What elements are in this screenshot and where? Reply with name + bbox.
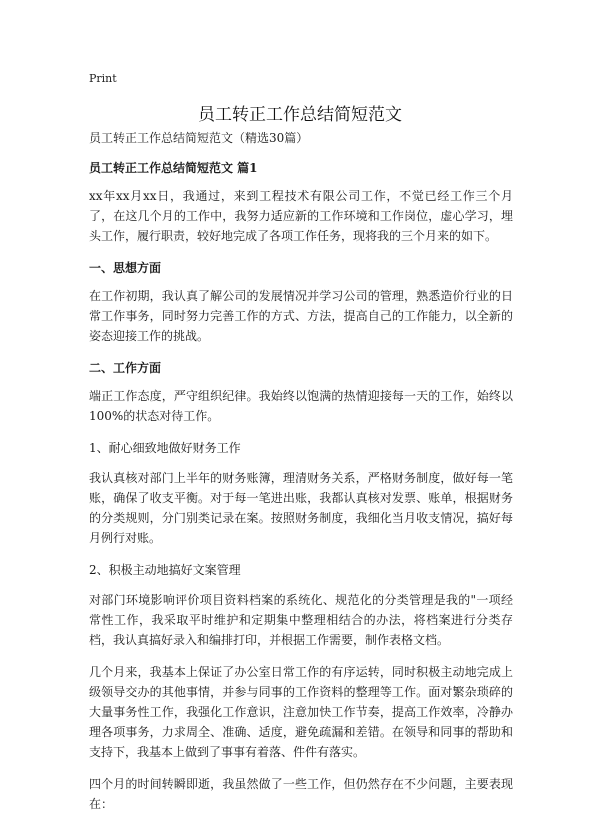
- paragraph-intro: xx年xx月xx日，我通过，来到工程技术有限公司工作，不觉已经工作三个月了，在这几个月的工作中，我努力适应新的工作环境和工作岗位，虚心学习，埋头工作，履行职责，较好地完成了各项工作任务，现将我的三个月来的如下。: [89, 189, 513, 243]
- document-body: [89, 128, 513, 826]
- heading-thought: 一、思想方面: [89, 261, 162, 275]
- paragraph-finance: 我认真核对部门上半年的财务账簿，理清财务关系，严格财务制度，做好每一笔账，确保了收支平衡。对于每一笔进出账，我都认真核对发票、账单，根据财务的分类规则，分门别类记录在案。按照财务制度，我细化当月收支情况，搞好每月例行对账。: [89, 471, 513, 545]
- paragraph-archives: 对部门环境影响评价项目资料档案的系统化、规范化的分类管理是我的"一项经常性工作，我采取平时维护和定期集中整理相结合的办法，将档案进行分类存档，我认真搞好录入和编排打印，并根据工作需要，制作表格文档。: [89, 593, 513, 647]
- paragraph-summary: 几个月来，我基本上保证了办公室日常工作的有序运转，同时积极主动地完成上级领导交办的其他事情，并参与同事的工作资料的整理等工作。面对繁杂琐碎的大量事务性工作，我强化工作意识，注意加快工作节奏，提高工作效率，冷静办理各项事务，力求周全、准确、适度，避免疏漏和差错。在领导和同事的帮助和支持下，我基本上做到了事事有着落、件件有落实。: [89, 665, 513, 759]
- print-link[interactable]: Print: [89, 72, 117, 85]
- paragraph-thought: 在工作初期，我认真了解公司的发展情况并学习公司的管理，熟悉造价行业的日常工作事务，同时努力完善工作的方式、方法，提高自己的工作能力，以全新的姿态迎接工作的挑战。: [89, 289, 513, 343]
- section-title: 员工转正工作总结简短范文 篇1: [89, 161, 258, 175]
- subheading-finance: 1、耐心细致地做好财务工作: [89, 441, 241, 455]
- paragraph-attitude: 端正工作态度，严守组织纪律。我始终以饱满的热情迎接每一天的工作，始终以100%的状态对待工作。: [89, 389, 513, 423]
- paragraph-problems: 四个月的时间转瞬即逝，我虽然做了一些工作，但仍然存在不少问题，主要表现在：: [89, 777, 513, 811]
- subheading-archives: 2、积极主动地搞好文案管理: [89, 563, 241, 577]
- document-title: 员工转正工作总结简短范文: [198, 105, 402, 125]
- document-subtitle: 员工转正工作总结简短范文（精选30篇）: [89, 131, 309, 145]
- heading-work: 二、工作方面: [89, 361, 162, 375]
